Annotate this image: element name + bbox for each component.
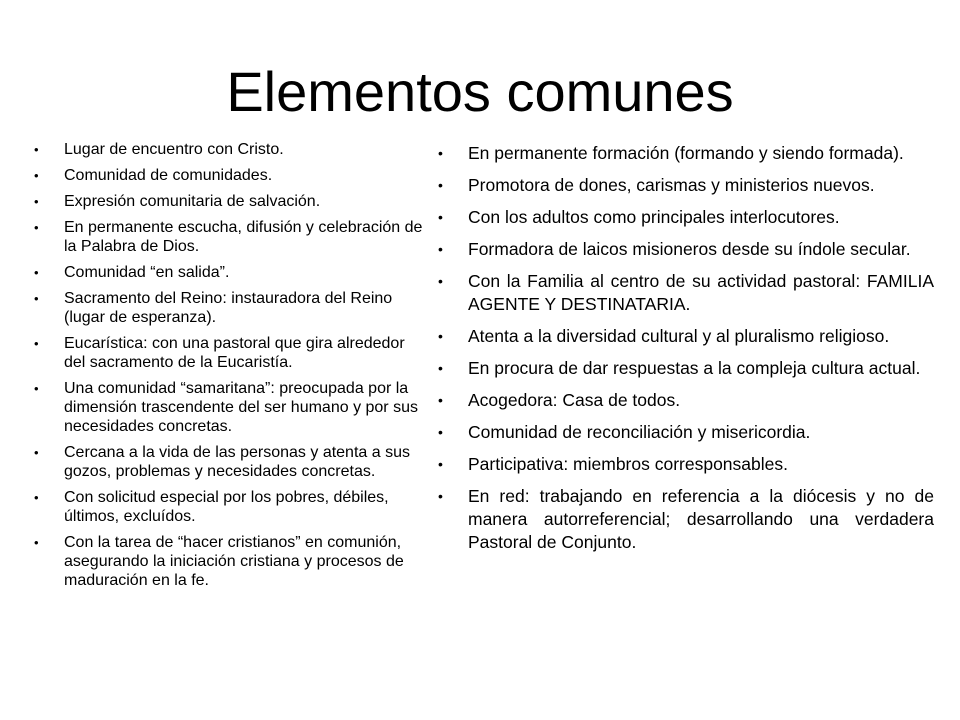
bullet-icon: • [438, 209, 443, 225]
list-item [438, 421, 934, 444]
bullet-icon: • [438, 488, 443, 504]
list-item [34, 289, 424, 327]
list-item [438, 174, 934, 197]
list-item [438, 238, 934, 261]
list-item [438, 270, 934, 316]
bullet-icon: • [438, 456, 443, 472]
bullet-icon: • [34, 291, 39, 306]
list-item [34, 334, 424, 372]
right-bullet-list [438, 142, 934, 563]
left-bullet-list [34, 140, 424, 597]
list-item-text: Una comunidad “samaritana”: preocupada por la dimensión trascendente del ser humano y por sus necesidades concretas. [64, 380, 418, 435]
bullet-icon: • [438, 328, 443, 344]
bullet-icon: • [34, 381, 39, 396]
bullet-icon: • [34, 445, 39, 460]
list-item-text: Con solicitud especial por los pobres, débiles, últimos, excluídos. [64, 489, 389, 525]
bullet-icon: • [438, 273, 443, 289]
list-item-text: Lugar de encuentro con Cristo. [64, 141, 284, 158]
list-item-text: Atenta a la diversidad cultural y al pluralismo religioso. [468, 326, 890, 346]
list-item [438, 453, 934, 476]
list-item-text: En red: trabajando en referencia a la diócesis y no de manera autorreferencial; desarrollando una verdadera Pastoral de Conjunto. [468, 486, 934, 552]
bullet-icon: • [34, 168, 39, 183]
list-item [34, 443, 424, 481]
bullet-icon: • [34, 490, 39, 505]
list-item [34, 488, 424, 526]
list-item-text: Con la Familia al centro de su actividad pastoral: FAMILIA AGENTE Y DESTINATARIA. [468, 271, 934, 314]
list-item-text: Expresión comunitaria de salvación. [64, 193, 321, 210]
list-item-text: Con la tarea de “hacer cristianos” en comunión, asegurando la iniciación cristiana y procesos de maduración en la fe. [64, 534, 404, 589]
list-item [438, 485, 934, 554]
list-item-text: En permanente formación (formando y siendo formada). [468, 143, 904, 163]
list-item-text: Comunidad de comunidades. [64, 167, 273, 184]
bullet-icon: • [34, 220, 39, 235]
list-item [34, 263, 424, 282]
list-item-text: Comunidad “en salida”. [64, 264, 230, 281]
bullet-icon: • [438, 424, 443, 440]
bullet-icon: • [438, 360, 443, 376]
list-item [438, 206, 934, 229]
bullet-icon: • [438, 241, 443, 257]
list-item-text: Eucarística: con una pastoral que gira alrededor del sacramento de la Eucaristía. [64, 335, 405, 371]
list-item [34, 140, 424, 159]
list-item [438, 142, 934, 165]
bullet-icon: • [34, 336, 39, 351]
list-item-text: Formadora de laicos misioneros desde su índole secular. [468, 239, 911, 259]
bullet-icon: • [34, 194, 39, 209]
list-item-text: Participativa: miembros corresponsables. [468, 454, 788, 474]
list-item-text: Cercana a la vida de las personas y atenta a sus gozos, problemas y necesidades concretas. [64, 444, 410, 480]
list-item-text: Comunidad de reconciliación y misericordia. [468, 422, 811, 442]
list-item-text: En procura de dar respuestas a la compleja cultura actual. [468, 358, 921, 378]
bullet-icon: • [34, 265, 39, 280]
list-item [34, 379, 424, 436]
bullet-icon: • [34, 142, 39, 157]
list-item-text: En permanente escucha, difusión y celebración de la Palabra de Dios. [64, 219, 423, 255]
list-item-text: Sacramento del Reino: instauradora del Reino (lugar de esperanza). [64, 290, 393, 326]
bullet-icon: • [34, 535, 39, 550]
list-item [438, 357, 934, 380]
list-item-text: Con los adultos como principales interlocutores. [468, 207, 840, 227]
list-item-text: Acogedora: Casa de todos. [468, 390, 681, 410]
bullet-icon: • [438, 145, 443, 161]
list-item [34, 192, 424, 211]
slide-title: Elementos comunes [226, 60, 734, 123]
list-item [438, 325, 934, 348]
list-item [34, 533, 424, 590]
bullet-icon: • [438, 392, 443, 408]
list-item [34, 166, 424, 185]
list-item [438, 389, 934, 412]
list-item [34, 218, 424, 256]
bullet-icon: • [438, 177, 443, 193]
list-item-text: Promotora de dones, carismas y ministerios nuevos. [468, 175, 875, 195]
